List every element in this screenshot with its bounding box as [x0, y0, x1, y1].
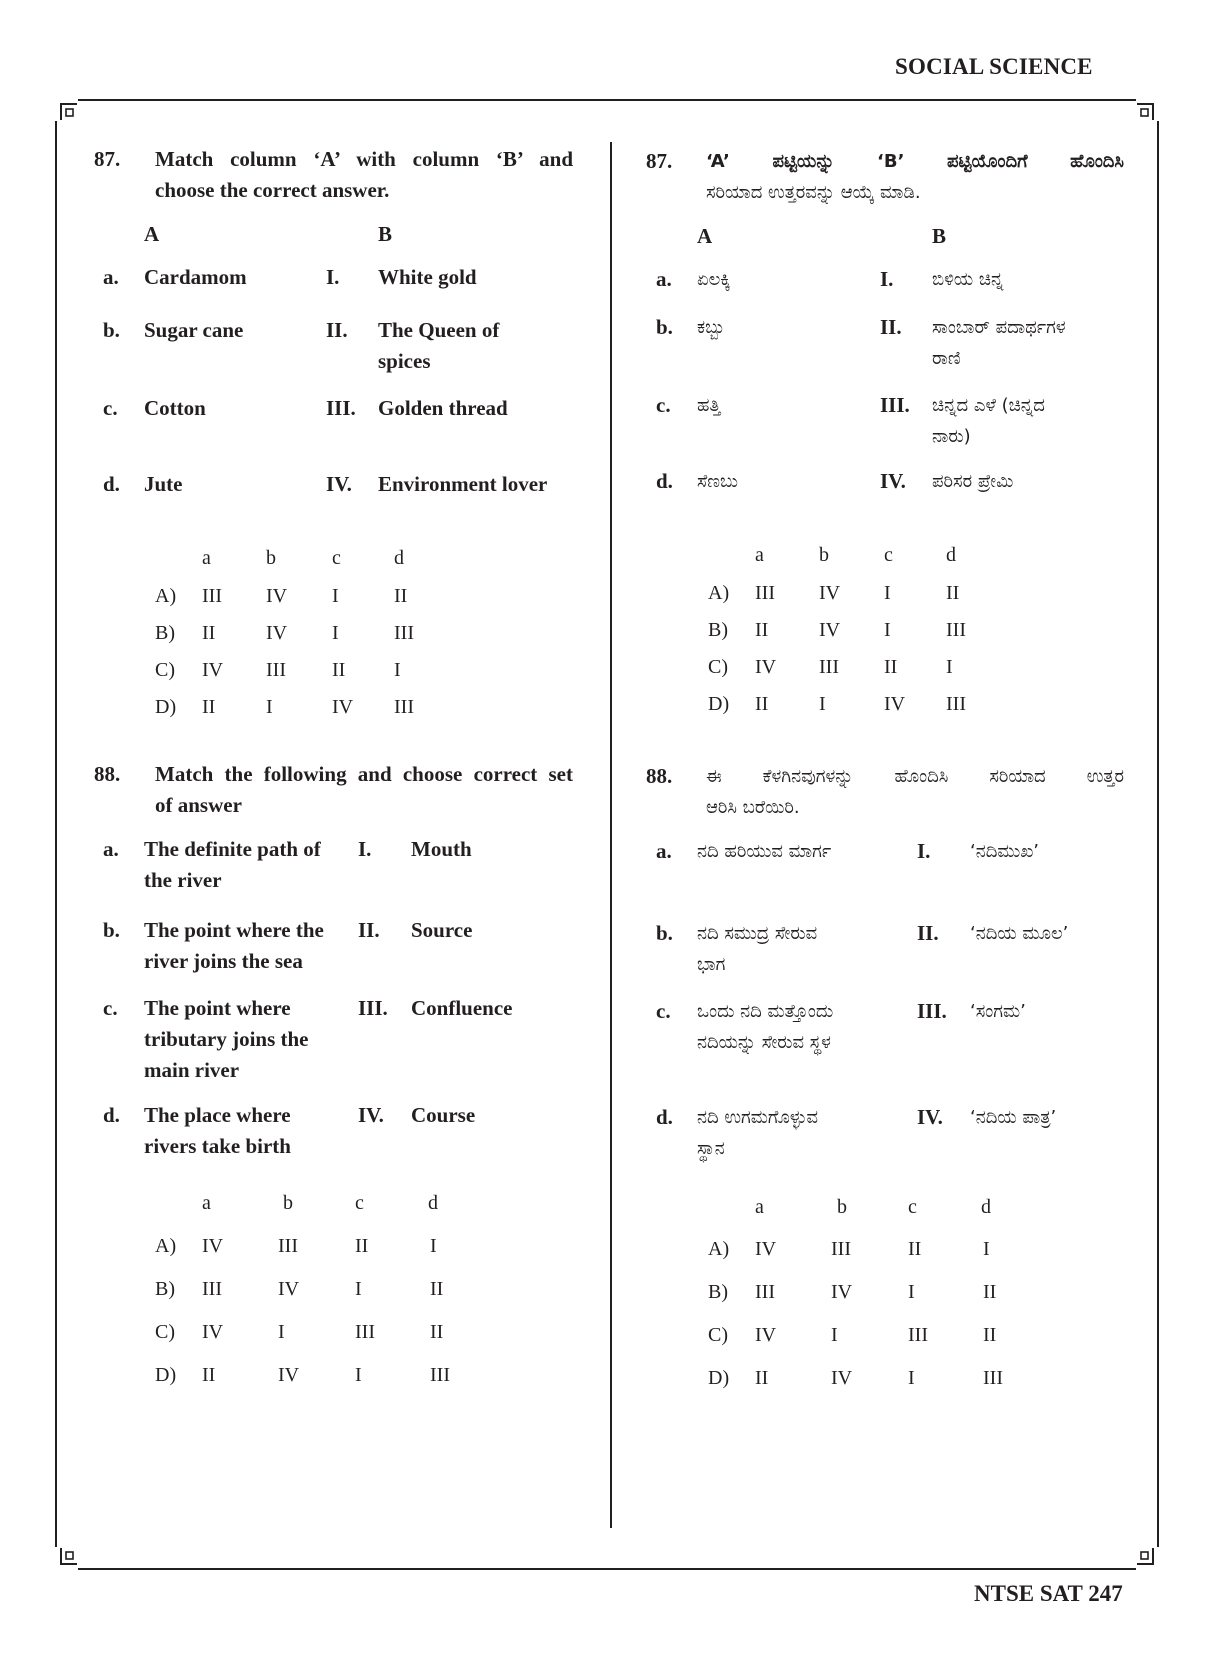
page-number-label: NTSE SAT 247: [974, 1581, 1123, 1606]
column-a-header: A: [144, 222, 160, 246]
option-value: II: [755, 1367, 769, 1389]
column-b-header: B: [378, 222, 393, 246]
column-b-item: ‘ನದಿಮುಖ’: [970, 841, 1040, 862]
option-value: IV: [884, 693, 906, 715]
question-text-line: of answer: [155, 793, 242, 817]
column-a-item: The definite path of: [144, 837, 321, 861]
column-a-item: The point where: [144, 996, 291, 1020]
column-a-item: ನದಿ ಉಗಮಗೊಳ್ಳುವ: [697, 1107, 819, 1128]
column-a-item: ಒಂದು ನದಿ ಮತ್ತೊಂದು: [697, 1001, 834, 1022]
column-b-item: ಬಿಳಿಯ ಚಿನ್ನ: [932, 269, 1004, 290]
page-subject-heading: SOCIAL SCIENCE: [895, 54, 1093, 79]
options-column-header: a: [202, 1192, 211, 1214]
question-text-line: Match column ‘A’ with column ‘B’ and: [155, 147, 573, 171]
row-label: c.: [103, 996, 118, 1020]
options-column-header: d: [981, 1196, 991, 1218]
column-a-item: ಕಬ್ಬು: [697, 317, 726, 338]
options-column-header: b: [283, 1192, 293, 1214]
column-b-header: B: [932, 224, 947, 248]
column-b-item-continued: ರಾಣಿ: [932, 348, 961, 369]
option-value: III: [394, 622, 414, 644]
option-value: I: [394, 659, 401, 681]
option-key: B): [708, 1281, 728, 1303]
option-value: I: [355, 1364, 362, 1386]
frame-corner-ornament: [1136, 103, 1154, 121]
option-value: II: [430, 1321, 444, 1343]
column-a-item-continued: rivers take birth: [144, 1134, 291, 1158]
roman-numeral: IV.: [917, 1105, 943, 1129]
option-value: I: [266, 696, 273, 718]
column-b-item: Mouth: [411, 837, 472, 861]
column-b-item: White gold: [378, 265, 477, 289]
option-value: III: [394, 696, 414, 718]
column-b-item: The Queen of: [378, 318, 500, 342]
question-text-line: Match the following and choose correct set: [155, 762, 573, 786]
options-column-header: a: [755, 1196, 764, 1218]
option-value: IV: [755, 1238, 777, 1260]
option-value: III: [202, 585, 222, 607]
frame-corner-ornament: [60, 1547, 78, 1565]
option-value: III: [755, 1281, 775, 1303]
option-value: IV: [266, 622, 288, 644]
option-value: I: [278, 1321, 285, 1343]
option-value: III: [946, 619, 966, 641]
row-label: a.: [103, 265, 119, 289]
column-a-item-continued: ನದಿಯನ್ನು ಸೇರುವ ಸ್ಥಳ: [697, 1032, 831, 1053]
option-value: IV: [831, 1367, 853, 1389]
option-value: III: [908, 1324, 928, 1346]
column-a-item: ಸೆಣಬು: [697, 471, 738, 492]
column-divider: [610, 142, 612, 1528]
column-a-item: Jute: [144, 472, 183, 496]
option-value: II: [884, 656, 898, 678]
option-key: C): [708, 1324, 728, 1346]
column-b-item: Course: [411, 1103, 476, 1127]
options-column-header: a: [202, 547, 211, 569]
column-a-item: Cardamom: [144, 265, 247, 289]
option-value: IV: [755, 656, 777, 678]
option-key: D): [708, 693, 730, 715]
option-key: B): [155, 1278, 175, 1300]
column-a-item-continued: main river: [144, 1058, 240, 1082]
roman-numeral: I.: [917, 839, 931, 863]
option-value: IV: [202, 1321, 224, 1343]
option-value: II: [202, 696, 216, 718]
option-key: B): [155, 622, 175, 644]
option-value: IV: [332, 696, 354, 718]
option-value: III: [355, 1321, 375, 1343]
options-column-header: a: [755, 544, 764, 566]
option-key: A): [155, 585, 177, 607]
option-value: III: [946, 693, 966, 715]
option-value: II: [983, 1281, 997, 1303]
column-b-item-continued: spices: [378, 349, 431, 373]
column-b-item-continued: ನಾರು): [932, 426, 971, 447]
option-value: IV: [266, 585, 288, 607]
roman-numeral: III.: [358, 996, 388, 1020]
option-value: II: [332, 659, 346, 681]
option-value: I: [332, 622, 339, 644]
row-label: a.: [656, 267, 672, 291]
row-label: b.: [103, 318, 120, 342]
column-a-item: Cotton: [144, 396, 206, 420]
option-value: II: [908, 1238, 922, 1260]
option-value: IV: [278, 1278, 300, 1300]
column-b-item: Confluence: [411, 996, 513, 1020]
column-a-item: ಏಲಕ್ಕಿ: [697, 269, 731, 290]
question-text-line: choose the correct answer.: [155, 178, 390, 202]
frame-corner-ornament: [60, 103, 78, 121]
option-value: IV: [819, 582, 841, 604]
option-value: IV: [278, 1364, 300, 1386]
column-b-item: Golden thread: [378, 396, 508, 420]
option-value: III: [983, 1367, 1003, 1389]
roman-numeral: I.: [326, 265, 340, 289]
option-key: D): [155, 696, 177, 718]
option-value: II: [202, 1364, 216, 1386]
roman-numeral: IV.: [326, 472, 352, 496]
options-column-header: c: [332, 547, 341, 569]
option-value: III: [755, 582, 775, 604]
question-text-line: ಈ ಕೆಳಗಿನವುಗಳನ್ನು ಹೊಂದಿಸಿ ಸರಿಯಾದ ಉತ್ತರ: [706, 766, 1124, 787]
options-column-header: d: [394, 547, 404, 569]
option-key: C): [155, 1321, 175, 1343]
question-text-line: ‘A’ ಪಟ್ಟಿಯನ್ನು ‘B’ ಪಟ್ಟಿಯೊಂದಿಗೆ ಹೊಂದಿಸಿ: [706, 151, 1124, 172]
option-key: A): [155, 1235, 177, 1257]
row-label: a.: [103, 837, 119, 861]
roman-numeral: III.: [917, 999, 947, 1023]
column-a-item: The place where: [144, 1103, 291, 1127]
option-key: C): [708, 656, 728, 678]
roman-numeral: II.: [326, 318, 348, 342]
option-value: I: [819, 693, 826, 715]
frame-corner-ornament: [1136, 1547, 1154, 1565]
options-column-header: c: [908, 1196, 917, 1218]
column-a-item: The point where the: [144, 918, 324, 942]
row-label: d.: [656, 469, 673, 493]
row-label: b.: [656, 315, 673, 339]
column-b-item: ‘ನದಿಯ ಮೂಲ’: [970, 923, 1069, 944]
column-a-item-continued: river joins the sea: [144, 949, 303, 973]
option-value: I: [908, 1367, 915, 1389]
column-b-item: ಸಾಂಬಾರ್ ಪದಾರ್ಥಗಳ: [932, 317, 1066, 338]
roman-numeral: IV.: [880, 469, 906, 493]
roman-numeral: IV.: [358, 1103, 384, 1127]
column-a-header: A: [697, 224, 713, 248]
option-value: II: [983, 1324, 997, 1346]
options-column-header: d: [946, 544, 956, 566]
row-label: c.: [656, 393, 671, 417]
option-value: I: [884, 582, 891, 604]
option-value: IV: [819, 619, 841, 641]
option-value: II: [430, 1278, 444, 1300]
options-column-header: c: [355, 1192, 364, 1214]
option-key: B): [708, 619, 728, 641]
option-value: III: [819, 656, 839, 678]
column-a-item: Sugar cane: [144, 318, 244, 342]
option-value: II: [946, 582, 960, 604]
option-value: IV: [831, 1281, 853, 1303]
option-value: I: [831, 1324, 838, 1346]
option-value: I: [983, 1238, 990, 1260]
option-value: I: [908, 1281, 915, 1303]
options-column-header: b: [819, 544, 829, 566]
options-column-header: b: [837, 1196, 847, 1218]
row-label: a.: [656, 839, 672, 863]
row-label: d.: [103, 472, 120, 496]
option-value: I: [946, 656, 953, 678]
option-value: II: [202, 622, 216, 644]
question-text-line: ಸರಿಯಾದ ಉತ್ತರವನ್ನು ಆಯ್ಕೆ ಮಾಡಿ.: [706, 182, 921, 203]
column-b-item: Source: [411, 918, 473, 942]
options-column-header: b: [266, 547, 276, 569]
option-value: I: [884, 619, 891, 641]
row-label: d.: [103, 1103, 120, 1127]
options-column-header: d: [428, 1192, 438, 1214]
option-value: IV: [202, 1235, 224, 1257]
option-value: II: [755, 619, 769, 641]
column-a-item-continued: ಸ್ಥಾನ: [697, 1138, 725, 1159]
option-value: I: [332, 585, 339, 607]
question-number: 88.: [94, 762, 121, 786]
option-value: III: [278, 1235, 298, 1257]
option-key: D): [155, 1364, 177, 1386]
question-number: 87.: [646, 149, 673, 173]
options-column-header: c: [884, 544, 893, 566]
column-b-item: ‘ಸಂಗಮ’: [970, 1001, 1026, 1022]
row-label: c.: [103, 396, 118, 420]
roman-numeral: III.: [326, 396, 356, 420]
option-value: II: [355, 1235, 369, 1257]
row-label: b.: [656, 921, 673, 945]
row-label: d.: [656, 1105, 673, 1129]
option-value: IV: [202, 659, 224, 681]
column-a-item-continued: the river: [144, 868, 222, 892]
question-number: 87.: [94, 147, 121, 171]
option-value: II: [394, 585, 408, 607]
option-key: A): [708, 582, 730, 604]
question-text-line: ಆರಿಸಿ ಬರೆಯಿರಿ.: [706, 797, 800, 818]
roman-numeral: II.: [880, 315, 902, 339]
option-key: A): [708, 1238, 730, 1260]
column-b-item: ಚಿನ್ನದ ಎಳೆ (ಚಿನ್ನದ: [932, 395, 1045, 416]
option-value: III: [831, 1238, 851, 1260]
option-value: I: [355, 1278, 362, 1300]
roman-numeral: I.: [880, 267, 894, 291]
roman-numeral: II.: [917, 921, 939, 945]
column-a-item: ನದಿ ಹರಿಯುವ ಮಾರ್ಗ: [697, 841, 832, 862]
roman-numeral: II.: [358, 918, 380, 942]
column-b-item: ಪರಿಸರ ಪ್ರೇಮಿ: [932, 471, 1014, 492]
column-b-item: Environment lover: [378, 472, 548, 496]
row-label: b.: [103, 918, 120, 942]
option-value: IV: [755, 1324, 777, 1346]
column-a-item-continued: ಭಾಗ: [697, 954, 726, 975]
column-a-item: ನದಿ ಸಮುದ್ರ ಸೇರುವ: [697, 923, 818, 944]
option-value: III: [266, 659, 286, 681]
option-value: III: [430, 1364, 450, 1386]
roman-numeral: III.: [880, 393, 910, 417]
roman-numeral: I.: [358, 837, 372, 861]
option-key: D): [708, 1367, 730, 1389]
column-a-item: ಹತ್ತಿ: [697, 395, 721, 416]
question-number: 88.: [646, 764, 673, 788]
option-value: I: [430, 1235, 437, 1257]
option-key: C): [155, 659, 175, 681]
option-value: III: [202, 1278, 222, 1300]
row-label: c.: [656, 999, 671, 1023]
column-a-item-continued: tributary joins the: [144, 1027, 309, 1051]
column-b-item: ‘ನದಿಯ ಪಾತ್ರ’: [970, 1107, 1057, 1128]
option-value: II: [755, 693, 769, 715]
